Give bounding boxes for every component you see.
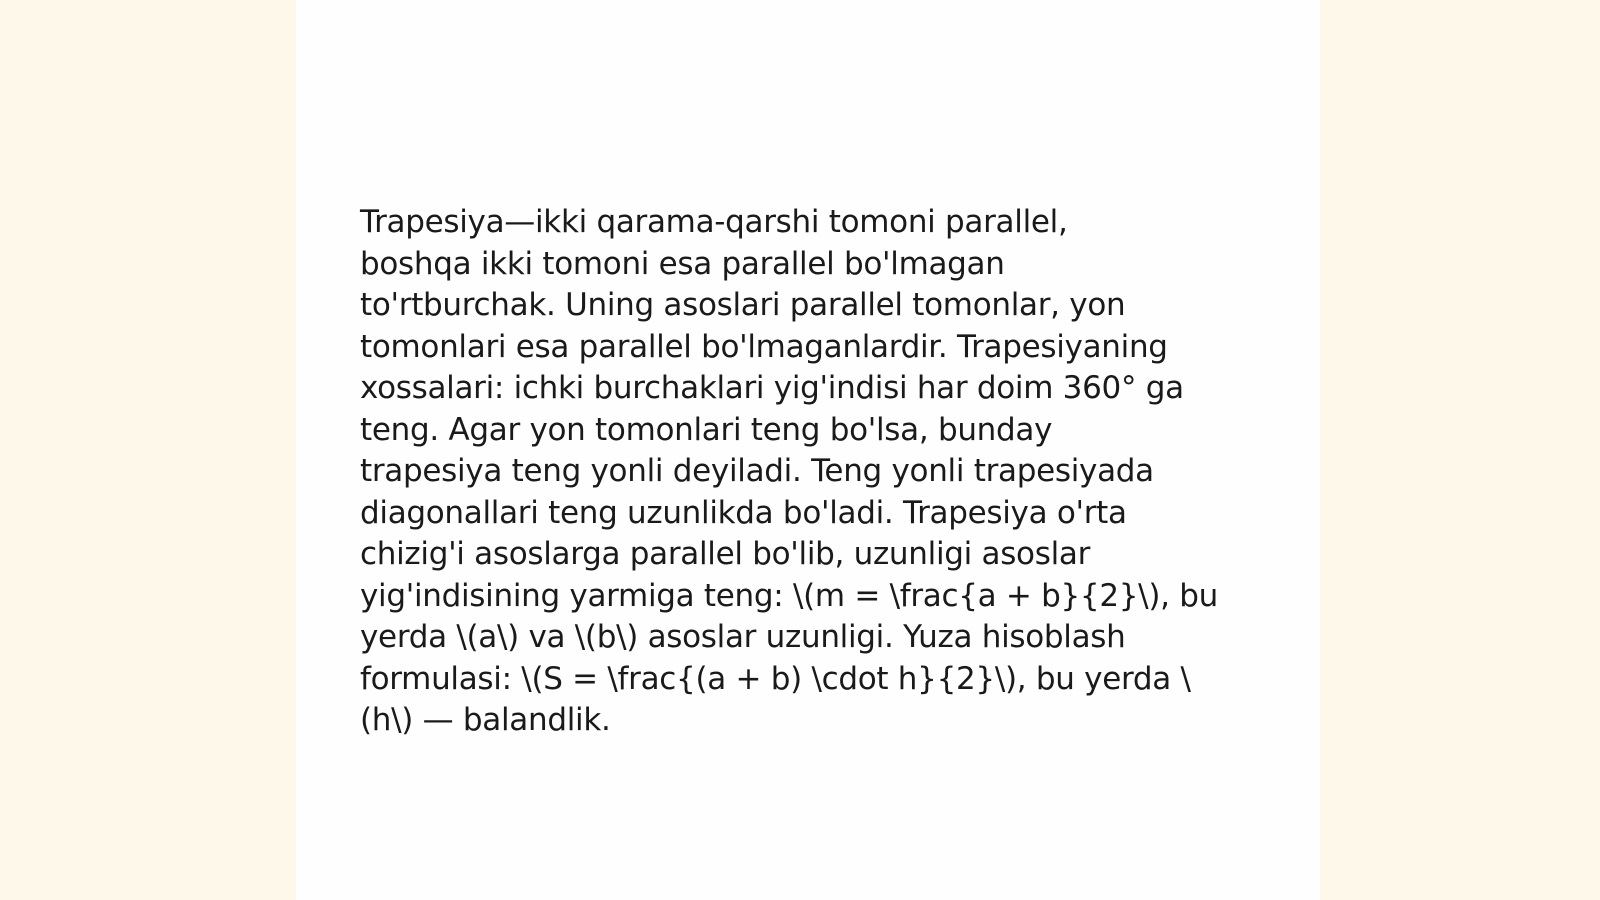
text-line: formulasi: \(S = \frac{(a + b) \cdot h}{2}\), bu yerda \ — [360, 660, 1191, 697]
body-paragraph — [360, 202, 1260, 742]
text-line: Trapesiya—ikki qarama-qarshi tomoni parallel, — [360, 204, 1068, 240]
text-line: to'rtburchak. Uning asoslari parallel tomonlar, yon — [360, 287, 1126, 323]
text-line: xossalari: ichki burchaklari yig'indisi har doim 360° ga — [360, 370, 1184, 406]
text-line: trapesiya teng yonli deyiladi. Teng yonli trapesiyada — [360, 453, 1154, 489]
text-line: yig'indisining yarmiga teng: \(m = \frac{a + b}{2}\), bu — [360, 577, 1218, 614]
text-line: yerda \(a\) va \(b\) asoslar uzunligi. Yuza hisoblash — [360, 619, 1126, 655]
text-line: (h\) — balandlik. — [360, 702, 611, 738]
text-line: tomonlari esa parallel bo'lmaganlardir. Trapesiyaning — [360, 328, 1168, 365]
text-line: boshqa ikki tomoni esa parallel bo'lmagan — [360, 245, 1005, 282]
text-line: diagonallari teng uzunlikda bo'ladi. Trapesiya o'rta — [360, 494, 1127, 531]
text-line: teng. Agar yon tomonlari teng bo'lsa, bunday — [360, 411, 1053, 448]
document-page — [296, 0, 1320, 900]
text-line: chizig'i asoslarga parallel bo'lib, uzunligi asoslar — [360, 536, 1091, 572]
